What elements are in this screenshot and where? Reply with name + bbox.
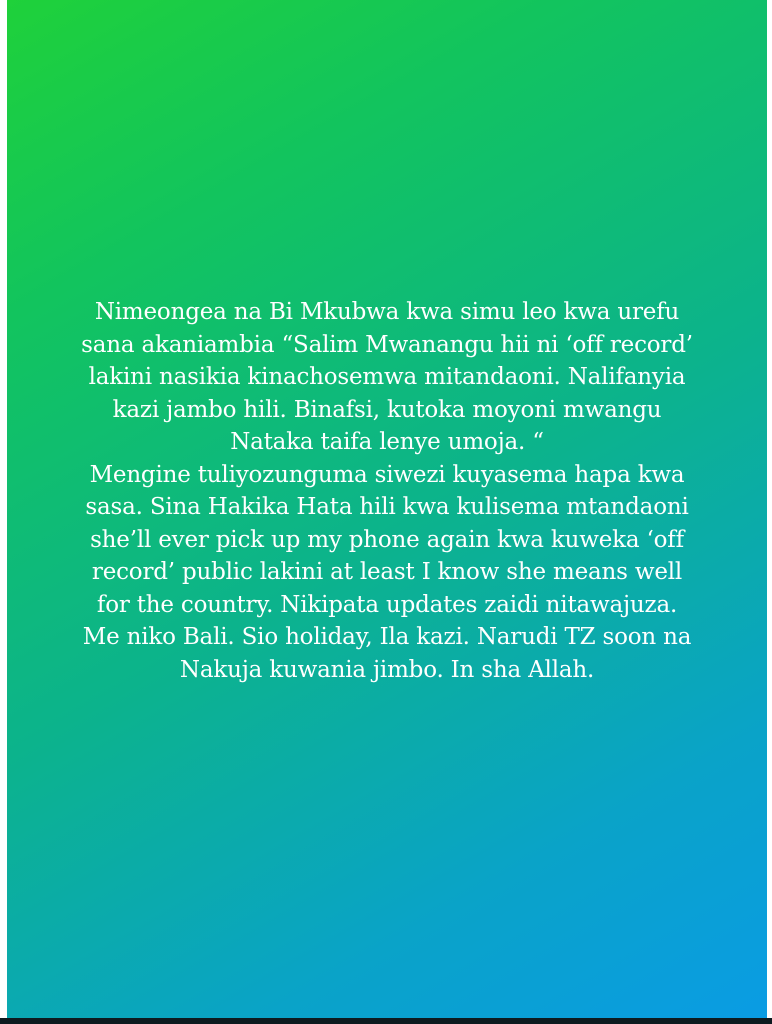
story-line: sana akaniambia “Salim Mwanangu hii ni ‘off record’ xyxy=(81,331,693,358)
story-card[interactable] xyxy=(7,0,767,1018)
story-line: Me niko Bali. Sio holiday, Ila kazi. Narudi TZ soon na xyxy=(82,624,692,650)
bottom-edge-bar xyxy=(0,1018,772,1024)
story-line: record’ public lakini at least I know she means well xyxy=(91,559,683,585)
story-line: Nimeongea na Bi Mkubwa kwa simu leo kwa urefu xyxy=(94,299,680,325)
story-line: sasa. Sina Hakika Hata hili kwa kulisema mtandaoni xyxy=(85,494,689,520)
story-line: for the country. Nikipata updates zaidi nitawajuza. xyxy=(96,591,678,618)
story-line: she’ll ever pick up my phone again kwa kuweka ‘off xyxy=(90,526,684,553)
story-line: Nakuja kuwania jimbo. In sha Allah. xyxy=(179,656,595,683)
story-line: kazi jambo hili. Binafsi, kutoka moyoni mwangu xyxy=(112,396,662,423)
story-line: Mengine tuliyozunguma siwezi kuyasema hapa kwa xyxy=(89,461,685,488)
story-line: Nataka taifa lenye umoja. “ xyxy=(230,429,544,455)
story-text xyxy=(27,296,747,686)
story-line: lakini nasikia kinachosemwa mitandaoni. Nalifanyia xyxy=(88,364,686,390)
